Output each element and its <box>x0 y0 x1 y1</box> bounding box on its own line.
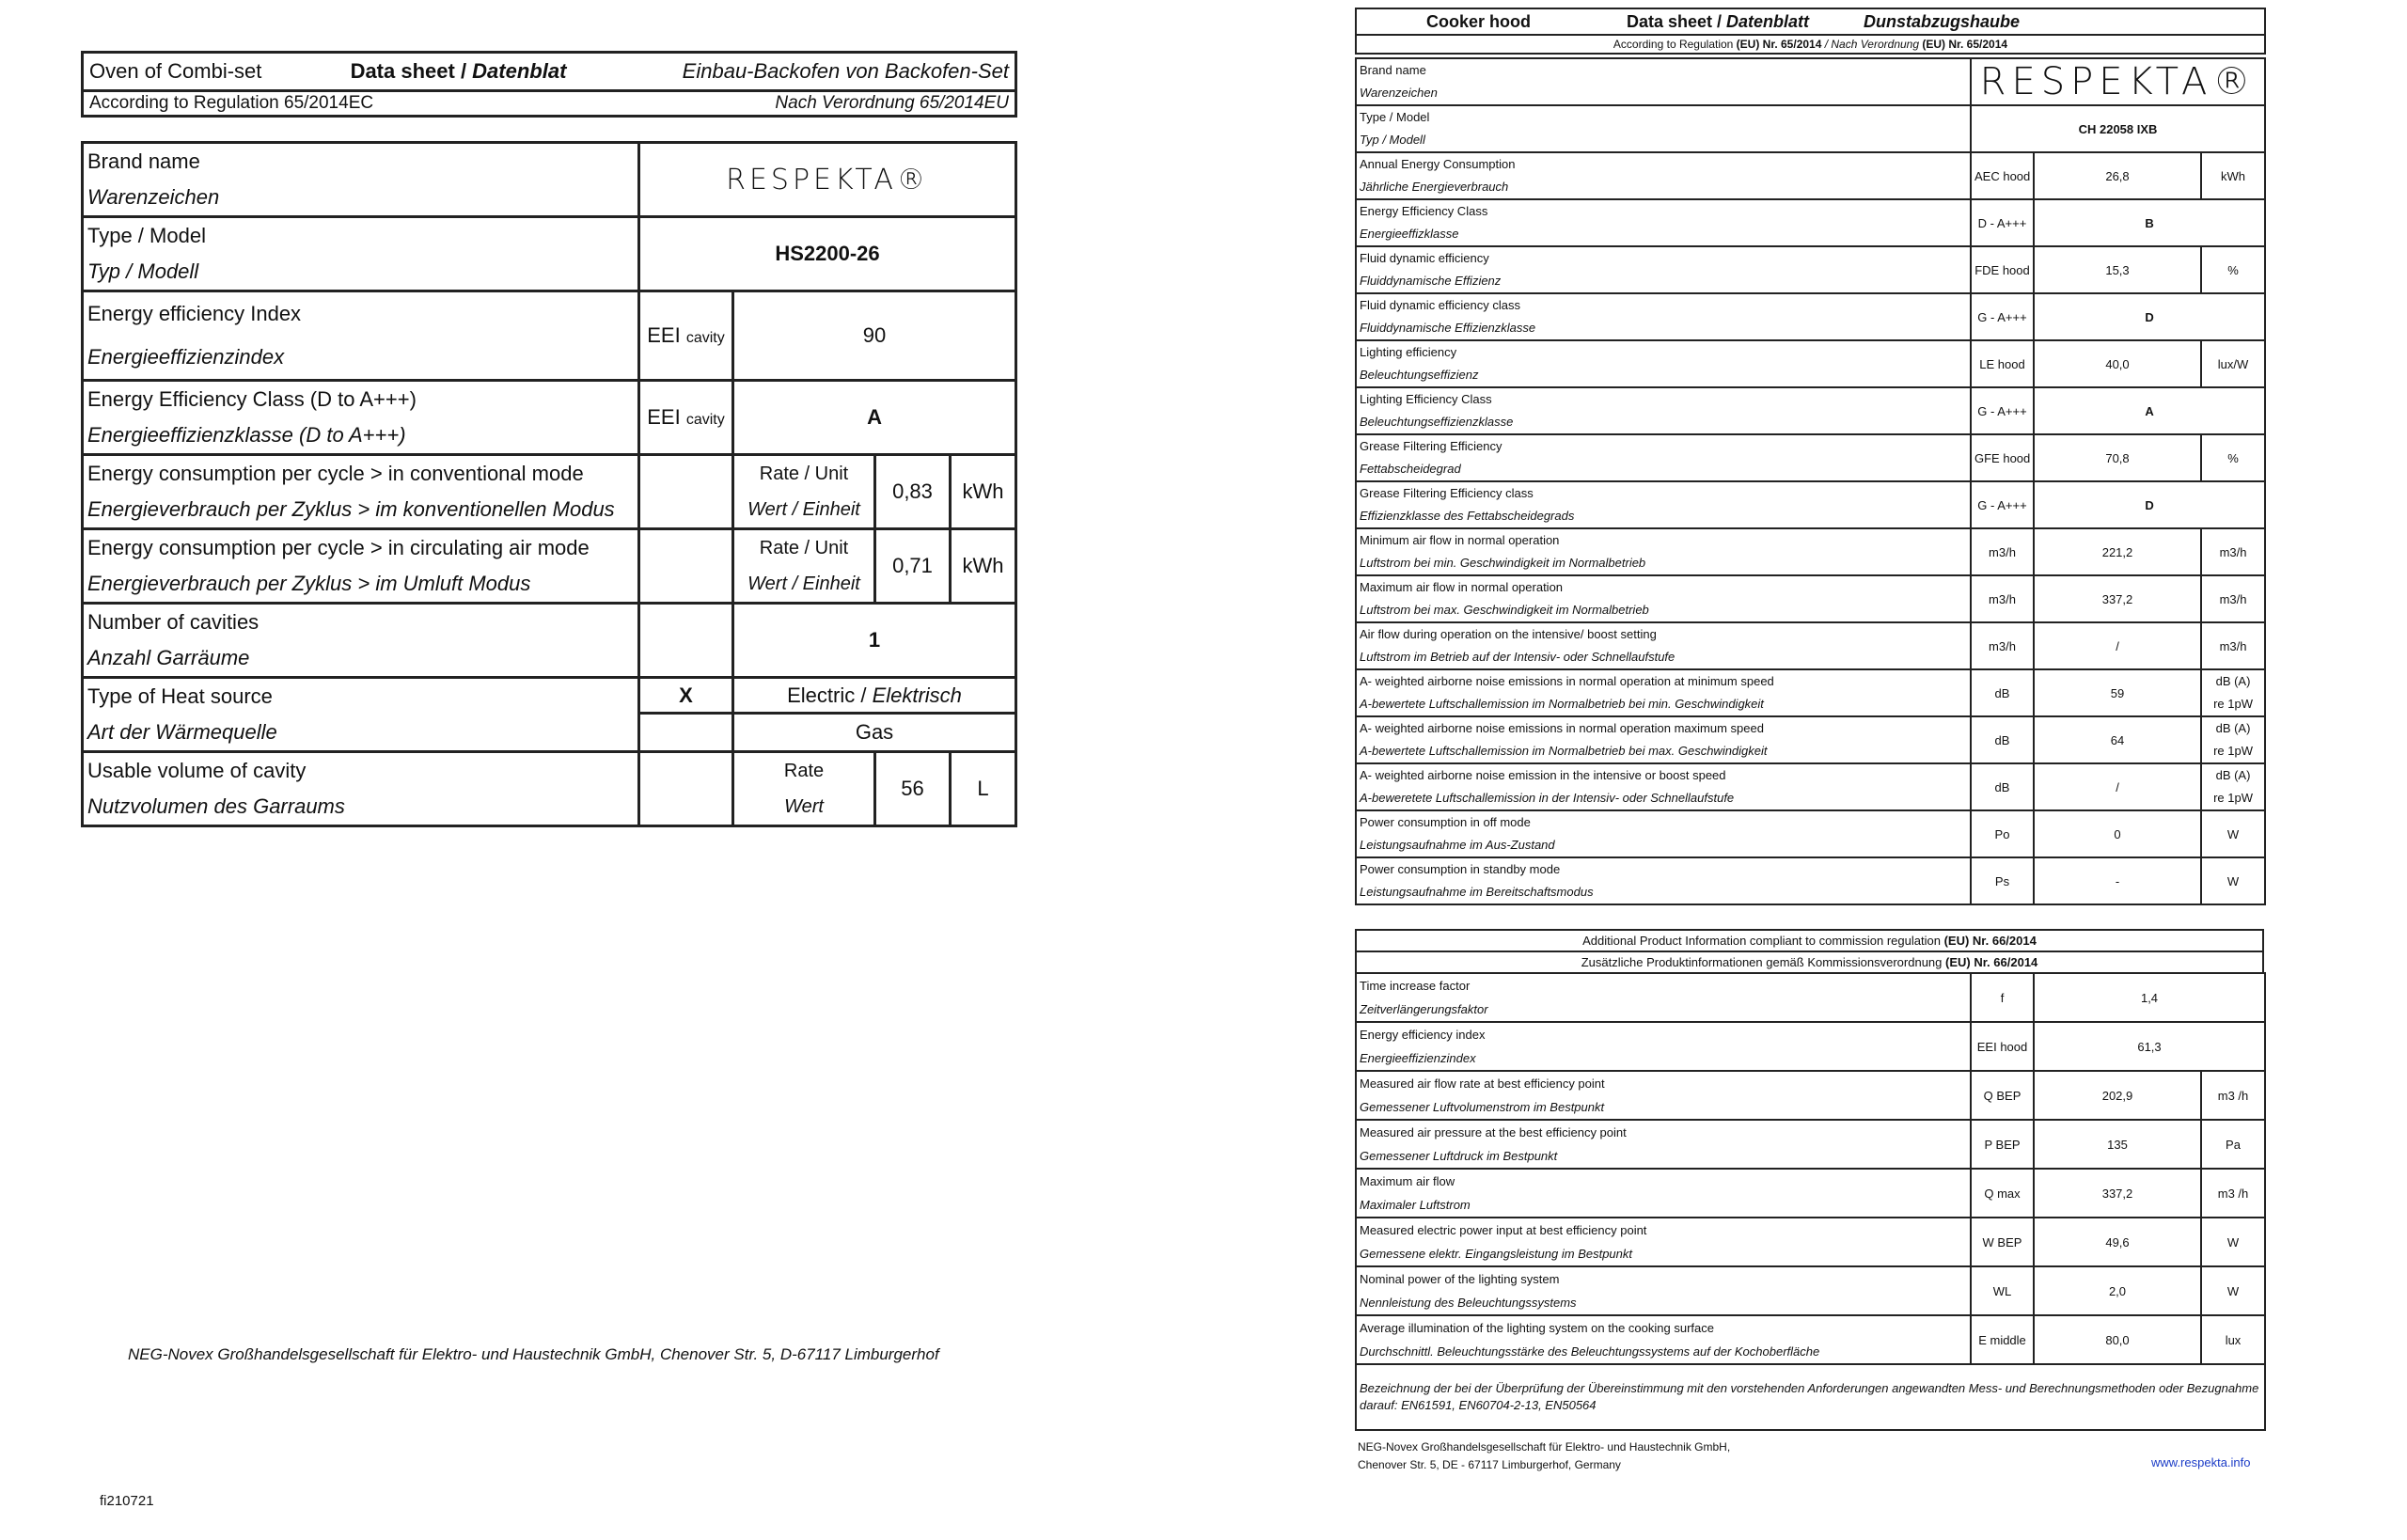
hood-value: 337,2 <box>2034 575 2201 622</box>
oven-model-label-en: Type / Model <box>87 224 206 247</box>
hood-value: 221,2 <box>2034 528 2201 575</box>
oven-document-code: fi210721 <box>100 1493 154 1509</box>
hood-label-de: A-bewertete Luftschallemission im Normalbetrieb bei max. Geschwindigkeit <box>1360 744 1768 758</box>
oven-volume-rate-en: Rate <box>783 761 825 781</box>
oven-heat-gas-empty <box>639 714 733 752</box>
oven-model-value: HS2200-26 <box>639 217 1016 291</box>
hood-value: 64 <box>2034 716 2201 763</box>
oven-volume-empty <box>639 752 733 826</box>
oven-conv-rate-en: Rate / Unit <box>759 464 849 484</box>
additional-value: 49,6 <box>2034 1218 2201 1266</box>
additional-unit: m3 /h <box>2201 1071 2265 1120</box>
additional-label-de: Gemessener Luftdruck im Bestpunkt <box>1360 1149 1558 1163</box>
oven-circ-rate-en: Rate / Unit <box>759 538 849 558</box>
hood-unit: kWh <box>2201 152 2265 199</box>
hood-symbol: D - A+++ <box>1971 199 2034 246</box>
additional-unit: m3 /h <box>2201 1169 2265 1218</box>
hood-row <box>1356 669 2265 716</box>
oven-eei-label-de: Energieeffizienzindex <box>87 345 285 369</box>
hood-label-de: Beleuchtungseffizienz <box>1360 368 1479 382</box>
oven-brand-label-de: Warenzeichen <box>87 185 220 209</box>
hood-value: 70,8 <box>2034 434 2201 481</box>
oven-volume-unit: L <box>951 752 1016 826</box>
respekta-logo: RESPEKTA® <box>726 163 929 196</box>
oven-conv-rate-de: Wert / Einheit <box>747 499 860 520</box>
oven-conv-label-en: Energy consumption per cycle > in conventional mode <box>87 462 584 485</box>
hood-row-model <box>1356 105 2265 152</box>
oven-row-heat-source <box>83 678 1016 714</box>
hood-value: D <box>2034 293 2265 340</box>
hood-value: A <box>2034 387 2265 434</box>
hood-unit: m3/h <box>2201 622 2265 669</box>
hood-brand-label-de: Warenzeichen <box>1360 86 1438 100</box>
hood-label-de: Jährliche Energieverbrauch <box>1360 180 1509 194</box>
additional-unit: W <box>2201 1218 2265 1266</box>
hood-value: 0 <box>2034 810 2201 857</box>
hood-value: - <box>2034 857 2201 904</box>
oven-eei-symbol: EEI cavity <box>639 291 733 381</box>
hood-footer-address <box>1358 1438 1730 1474</box>
additional-symbol: W BEP <box>1971 1218 2034 1266</box>
additional-label-de: Zeitverlängerungsfaktor <box>1360 1002 1488 1016</box>
hood-row <box>1356 340 2265 387</box>
hood-title: Cooker hood <box>1356 8 1600 35</box>
hood-value: D <box>2034 481 2265 528</box>
oven-german-title: Einbau-Backofen von Backofen-Set <box>609 53 1016 91</box>
hood-label-de: Luftstrom im Betrieb auf der Intensiv- oder Schnellaufstufe <box>1360 650 1675 664</box>
oven-model-label-de: Typ / Modell <box>87 259 199 283</box>
hood-row <box>1356 293 2265 340</box>
measurement-methods-note: Bezeichnung der bei der Überprüfung der Übereinstimmung mit den vorstehenden Anforderungen angewandten Mess- und Berechnungsmethoden oder Bezugnahme darauf: EN61591, EN60704-2-13, EN50564 <box>1356 1364 2265 1430</box>
hood-symbol: dB <box>1971 716 2034 763</box>
hood-row <box>1356 716 2265 763</box>
hood-row <box>1356 481 2265 528</box>
oven-row-conventional <box>83 455 1016 529</box>
oven-row-eei <box>83 291 1016 381</box>
oven-row-circulating <box>83 529 1016 604</box>
hood-symbol: G - A+++ <box>1971 481 2034 528</box>
hood-label-en: Maximum air flow in normal operation <box>1360 580 1564 594</box>
additional-symbol: WL <box>1971 1266 2034 1315</box>
oven-eec-label-de: Energieeffizienzklasse (D to A+++) <box>87 423 406 447</box>
oven-volume-rate-de: Wert <box>784 796 824 817</box>
oven-row-brand <box>83 143 1016 217</box>
hood-label-de: Effizienzklasse des Fettabscheidegrads <box>1360 509 1575 523</box>
oven-volume-label-en: Usable volume of cavity <box>87 759 307 782</box>
additional-row <box>1356 1120 2265 1169</box>
additional-symbol: Q BEP <box>1971 1071 2034 1120</box>
additional-row <box>1356 1266 2265 1315</box>
additional-label-en: Nominal power of the lighting system <box>1360 1272 1560 1286</box>
hood-label-en: A- weighted airborne noise emission in the intensive or boost speed <box>1360 768 1726 782</box>
additional-value: 135 <box>2034 1120 2201 1169</box>
hood-label-de: Luftstrom bei max. Geschwindigkeit im Normalbetrieb <box>1360 603 1649 617</box>
hood-symbol: dB <box>1971 763 2034 810</box>
oven-circ-value: 0,71 <box>875 529 951 604</box>
hood-footer-line1: NEG-Novex Großhandelsgesellschaft für Elektro- und Haustechnik GmbH, <box>1358 1440 1731 1454</box>
hood-model-value: CH 22058 IXB <box>1971 105 2265 152</box>
additional-symbol: E middle <box>1971 1315 2034 1364</box>
hood-value: / <box>2034 763 2201 810</box>
oven-circ-label-de: Energieverbrauch per Zyklus > im Umluft Modus <box>87 572 531 595</box>
additional-unit: lux <box>2201 1315 2265 1364</box>
hood-brand-label-en: Brand name <box>1360 63 1426 77</box>
hood-label-de: A-bewertete Luftschallemission im Normalbetrieb bei min. Geschwindigkeit <box>1360 697 1764 711</box>
hood-unit: W <box>2201 857 2265 904</box>
oven-circ-rate-de: Wert / Einheit <box>747 574 860 594</box>
additional-value: 2,0 <box>2034 1266 2201 1315</box>
hood-label-en: Lighting efficiency <box>1360 345 1457 359</box>
oven-header-table <box>81 51 1017 118</box>
oven-eei-value: 90 <box>733 291 1016 381</box>
oven-volume-value: 56 <box>875 752 951 826</box>
hood-label-en: A- weighted airborne noise emissions in normal operation maximum speed <box>1360 721 1764 735</box>
hood-symbol: Ps <box>1971 857 2034 904</box>
additional-unit: Pa <box>2201 1120 2265 1169</box>
hood-value: 59 <box>2034 669 2201 716</box>
hood-row <box>1356 857 2265 904</box>
hood-label-en: A- weighted airborne noise emissions in normal operation at minimum speed <box>1360 674 1774 688</box>
oven-row-cavities <box>83 604 1016 678</box>
oven-regulation-de: Nach Verordnung 65/2014EU <box>609 91 1016 117</box>
oven-footer-address: NEG-Novex Großhandelsgesellschaft für Elektro- und Haustechnik GmbH, Chenover Str. 5, D-67117 Limburgerhof <box>128 1345 939 1363</box>
hood-label-en: Lighting Efficiency Class <box>1360 392 1492 406</box>
oven-circ-empty <box>639 529 733 604</box>
oven-heat-label-de: Art der Wärmequelle <box>87 720 277 744</box>
hood-footer-line2: Chenover Str. 5, DE - 67117 Limburgerhof, Germany <box>1358 1458 1621 1471</box>
hood-symbol: dB <box>1971 669 2034 716</box>
oven-heat-mark: X <box>639 678 733 714</box>
hood-label-en: Fluid dynamic efficiency <box>1360 251 1489 265</box>
additional-label-en: Measured air pressure at the best efficiency point <box>1360 1125 1627 1139</box>
oven-cavities-label-de: Anzahl Garräume <box>87 646 250 669</box>
hood-value: 15,3 <box>2034 246 2201 293</box>
hood-label-en: Power consumption in off mode <box>1360 815 1531 829</box>
oven-heat-label-en: Type of Heat source <box>87 684 273 708</box>
hood-value: / <box>2034 622 2201 669</box>
hood-label-de: Fettabscheidegrad <box>1360 462 1461 476</box>
hood-row <box>1356 152 2265 199</box>
hood-symbol: m3/h <box>1971 528 2034 575</box>
additional-row <box>1356 1315 2265 1364</box>
additional-label-de: Gemessene elektr. Eingangsleistung im Bestpunkt <box>1360 1247 1633 1261</box>
hood-symbol: G - A+++ <box>1971 293 2034 340</box>
hood-german-title: Dunstabzugshaube <box>1835 8 2265 35</box>
additional-symbol: f <box>1971 973 2034 1022</box>
hood-value: 40,0 <box>2034 340 2201 387</box>
additional-row <box>1356 1218 2265 1266</box>
hood-unit: m3/h <box>2201 528 2265 575</box>
hood-symbol: G - A+++ <box>1971 387 2034 434</box>
hood-row <box>1356 246 2265 293</box>
oven-heat-gas: Gas <box>733 714 1016 752</box>
hood-label-de: A-beweretete Luftschallemission in der Intensiv- oder Schnellaufstufe <box>1360 791 1735 805</box>
hood-label-en: Air flow during operation on the intensive/ boost setting <box>1360 627 1657 641</box>
hood-row <box>1356 199 2265 246</box>
additional-label-en: Maximum air flow <box>1360 1174 1455 1188</box>
oven-conv-unit: kWh <box>951 455 1016 529</box>
oven-cavities-label-en: Number of cavities <box>87 610 260 634</box>
hood-unit: lux/W <box>2201 340 2265 387</box>
additional-row <box>1356 1022 2265 1071</box>
hood-unit: % <box>2201 434 2265 481</box>
oven-volume-label-de: Nutzvolumen des Garraums <box>87 794 345 818</box>
hood-model-label-en: Type / Model <box>1360 110 1430 124</box>
additional-value: 337,2 <box>2034 1169 2201 1218</box>
hood-unit: m3/h <box>2201 575 2265 622</box>
additional-label-de: Nennleistung des Beleuchtungssystems <box>1360 1296 1577 1310</box>
additional-label-de: Gemessener Luftvolumenstrom im Bestpunkt <box>1360 1100 1605 1114</box>
hood-unit: W <box>2201 810 2265 857</box>
hood-data-table <box>1355 57 2266 905</box>
hood-symbol: GFE hood <box>1971 434 2034 481</box>
oven-row-model <box>83 217 1016 291</box>
hood-label-de: Fluiddynamische Effizienz <box>1360 274 1502 288</box>
additional-row <box>1356 1071 2265 1120</box>
hood-label-de: Leistungsaufnahme im Aus-Zustand <box>1360 838 1555 852</box>
hood-row <box>1356 763 2265 810</box>
additional-label-en: Measured electric power input at best efficiency point <box>1360 1223 1647 1237</box>
additional-symbol: P BEP <box>1971 1120 2034 1169</box>
oven-regulation-en: According to Regulation 65/2014EC <box>83 91 609 117</box>
oven-eec-label-en: Energy Efficiency Class (D to A+++) <box>87 387 417 411</box>
hood-label-en: Minimum air flow in normal operation <box>1360 533 1560 547</box>
oven-row-eec <box>83 381 1016 455</box>
additional-info-line1: Additional Product Information compliant to commission regulation (EU) Nr. 66/2014 <box>1356 930 2263 951</box>
hood-label-de: Luftstrom bei min. Geschwindigkeit im Normalbetrieb <box>1360 556 1646 570</box>
hood-row <box>1356 575 2265 622</box>
hood-unit: dB (A) re 1pW <box>2201 763 2265 810</box>
hood-row-brand <box>1356 58 2265 105</box>
hood-row <box>1356 528 2265 575</box>
additional-info-header <box>1355 929 2264 974</box>
hood-symbol: LE hood <box>1971 340 2034 387</box>
hood-label-de: Leistungsaufnahme im Bereitschaftsmodus <box>1360 885 1594 899</box>
hood-symbol: m3/h <box>1971 622 2034 669</box>
hood-regulation: According to Regulation (EU) Nr. 65/2014 / Nach Verordnung (EU) Nr. 65/2014 <box>1356 35 2265 54</box>
additional-label-de: Maximaler Luftstrom <box>1360 1198 1471 1212</box>
respekta-logo-hood: RESPEKTA® <box>1979 60 2257 103</box>
hood-unit: dB (A) re 1pW <box>2201 716 2265 763</box>
additional-unit: W <box>2201 1266 2265 1315</box>
hood-row <box>1356 810 2265 857</box>
additional-label-en: Measured air flow rate at best efficiency point <box>1360 1076 1605 1091</box>
hood-symbol: FDE hood <box>1971 246 2034 293</box>
oven-eec-value: A <box>733 381 1016 455</box>
oven-title: Oven of Combi-set <box>83 53 308 91</box>
additional-info-line2: Zusätzliche Produktinformationen gemäß Kommissionsverordnung (EU) Nr. 66/2014 <box>1356 951 2263 973</box>
hood-label-en: Fluid dynamic efficiency class <box>1360 298 1520 312</box>
hood-data-sheet-title: Data sheet / Datenblatt <box>1600 8 1835 35</box>
oven-eei-label-en: Energy efficiency Index <box>87 302 302 325</box>
hood-label-en: Power consumption in standby mode <box>1360 862 1561 876</box>
oven-row-volume <box>83 752 1016 826</box>
respekta-website-link[interactable]: www.respekta.info <box>2151 1455 2251 1469</box>
oven-conv-empty <box>639 455 733 529</box>
oven-data-table <box>81 141 1017 827</box>
oven-eec-symbol: EEI cavity <box>639 381 733 455</box>
hood-row <box>1356 387 2265 434</box>
hood-symbol: Po <box>1971 810 2034 857</box>
additional-row <box>1356 1169 2265 1218</box>
additional-label-de: Energieeffizienzindex <box>1360 1051 1476 1065</box>
hood-row <box>1356 434 2265 481</box>
hood-unit: dB (A) re 1pW <box>2201 669 2265 716</box>
oven-conv-label-de: Energieverbrauch per Zyklus > im konventionellen Modus <box>87 497 615 521</box>
additional-value: 80,0 <box>2034 1315 2201 1364</box>
oven-cavities-empty <box>639 604 733 678</box>
hood-symbol: m3/h <box>1971 575 2034 622</box>
additional-value: 1,4 <box>2034 973 2265 1022</box>
hood-label-en: Annual Energy Consumption <box>1360 157 1516 171</box>
hood-header-table <box>1355 8 2266 55</box>
hood-value: 26,8 <box>2034 152 2201 199</box>
oven-data-sheet-title: Data sheet / Datenblat <box>308 53 609 91</box>
hood-label-en: Energy Efficiency Class <box>1360 204 1488 218</box>
oven-circ-unit: kWh <box>951 529 1016 604</box>
additional-row <box>1356 973 2265 1022</box>
oven-circ-label-en: Energy consumption per cycle > in circulating air mode <box>87 536 590 559</box>
hood-label-en: Grease Filtering Efficiency <box>1360 439 1502 453</box>
additional-label-de: Durchschnittl. Beleuchtungsstärke des Beleuchtungssystems auf der Kochoberfläche <box>1360 1344 1820 1359</box>
hood-label-de: Energieeffizklasse <box>1360 227 1459 241</box>
additional-label-en: Average illumination of the lighting system on the cooking surface <box>1360 1321 1714 1335</box>
additional-value: 202,9 <box>2034 1071 2201 1120</box>
oven-heat-electric: Electric / Elektrisch <box>733 678 1016 714</box>
additional-symbol: EEI hood <box>1971 1022 2034 1071</box>
additional-symbol: Q max <box>1971 1169 2034 1218</box>
hood-row <box>1356 622 2265 669</box>
hood-label-en: Grease Filtering Efficiency class <box>1360 486 1534 500</box>
additional-value: 61,3 <box>2034 1022 2265 1071</box>
hood-label-de: Fluiddynamische Effizienzklasse <box>1360 321 1536 335</box>
additional-label-en: Energy efficiency index <box>1360 1028 1486 1042</box>
oven-brand-label-en: Brand name <box>87 149 200 173</box>
oven-cavities-value: 1 <box>733 604 1016 678</box>
hood-model-label-de: Typ / Modell <box>1360 133 1425 147</box>
hood-value: B <box>2034 199 2265 246</box>
hood-unit: % <box>2201 246 2265 293</box>
additional-info-table <box>1355 972 2266 1431</box>
hood-label-de: Beleuchtungseffizienzklasse <box>1360 415 1514 429</box>
additional-label-en: Time increase factor <box>1360 979 1471 993</box>
oven-conv-value: 0,83 <box>875 455 951 529</box>
hood-symbol: AEC hood <box>1971 152 2034 199</box>
